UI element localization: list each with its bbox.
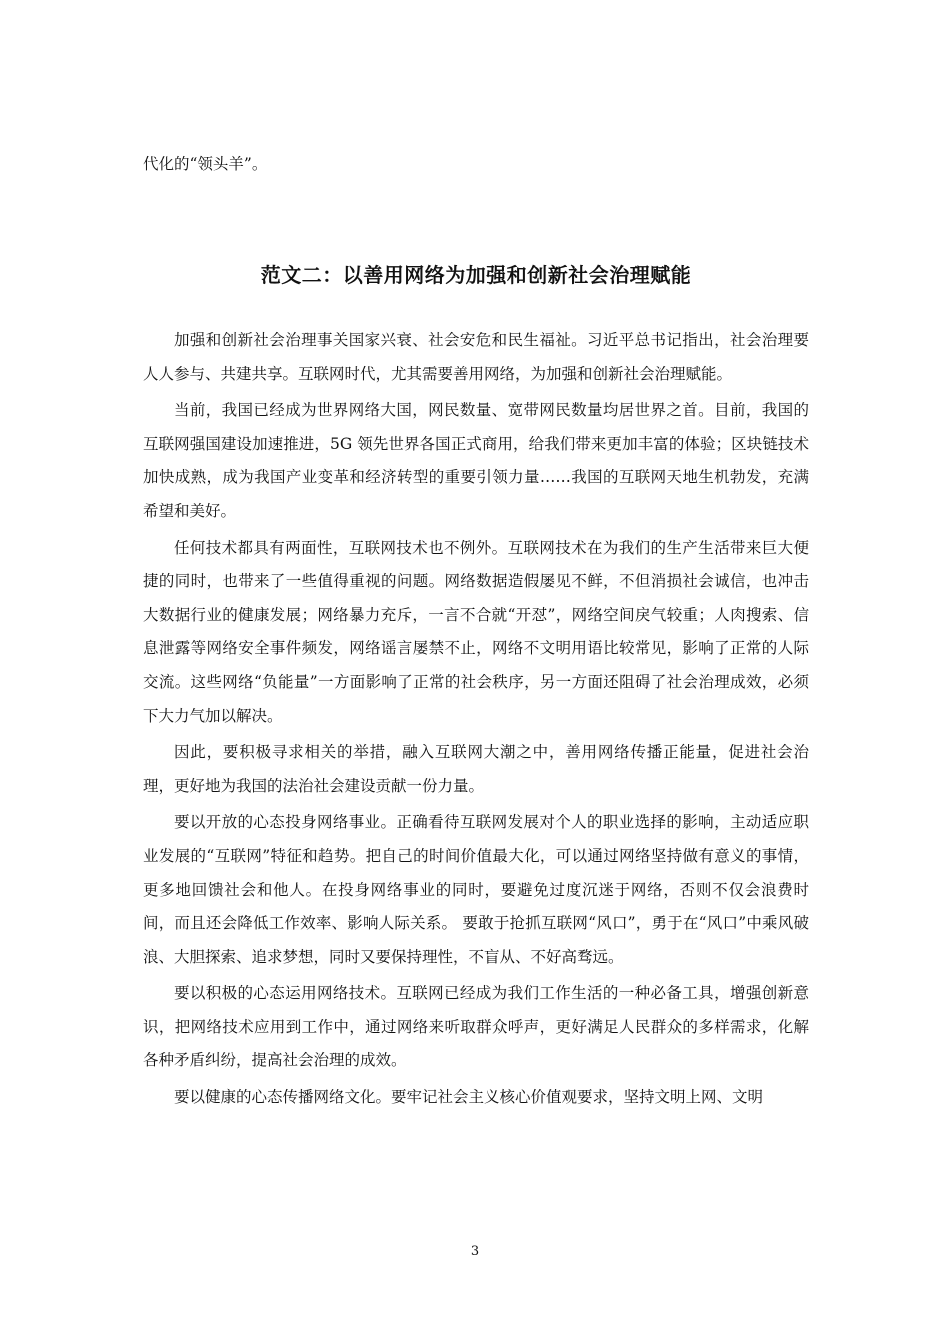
page-number: 3: [470, 1244, 480, 1259]
paragraph-3: 任何技术都具有两面性，互联网技术也不例外。互联网技术在为我们的生产生活带来巨大便捷的同时，也带来了一些值得重视的问题。网络数据造假屡见不鲜，不但消损社会诚信，也冲击大数据行业的健康发展；网络暴力充斥，一言不合就“开怼”，网络空间戾气较重；人肉搜索、信息泄露等网络安全事件频发，网络谣言屡禁不止，网络不文明用语比较常见，影响了正常的人际交流。这些网络“负能量”一方面影响了正常的社会秩序，另一方面还阻碍了社会治理成效，必须下大力气加以解决。: [143, 538, 809, 725]
paragraph-4: 因此，要积极寻求相关的举措，融入互联网大潮之中，善用网络传播正能量，促进社会治理，更好地为我国的法治社会建设贡献一份力量。: [143, 743, 809, 795]
essay-title: 范文二：以善用网络为加强和创新社会治理赋能: [260, 263, 692, 287]
document-body: [143, 148, 809, 1118]
paragraph-2: 当前，我国已经成为世界网络大国，网民数量、宽带网民数量均居世界之首。目前，我国的互联网强国建设加速推进，5G 领先世界各国正式商用，给我们带来更加丰富的体验；区块链技术加快成熟，成为我国产业变革和经济转型的重要引领力量……我国的互联网天地生机勃发，充满希望和美好。: [143, 401, 809, 520]
paragraph-6: 要以积极的心态运用网络技术。互联网已经成为我们工作生活的一种必备工具，增强创新意识，把网络技术应用到工作中，通过网络来听取群众呼声，更好满足人民群众的多样需求，化解各种矛盾纠纷，提高社会治理的成效。: [143, 984, 809, 1070]
paragraph-1: 加强和创新社会治理事关国家兴衰、社会安危和民生福祉。习近平总书记指出，社会治理要人人参与、共建共享。互联网时代，尤其需要善用网络，为加强和创新社会治理赋能。: [143, 331, 809, 383]
paragraph-5: 要以开放的心态投身网络事业。正确看待互联网发展对个人的职业选择的影响，主动适应职业发展的“互联网”特征和趋势。把自己的时间价值最大化，可以通过网络坚持做有意义的事情，更多地回馈社会和他人。在投身网络事业的同时，要避免过度沉迷于网络，否则不仅会浪费时间，而且还会降低工作效率、影响人际关系。 要敢于抢抓互联网“风口”，勇于在“风口”中乘风破浪、大胆探索、追求梦想，同时又要保持理性，不盲从、不好高骛远。: [143, 813, 809, 966]
paragraph-7: 要以健康的心态传播网络文化。要牢记社会主义核心价值观要求，坚持文明上网、文明: [174, 1088, 764, 1107]
continued-text: 代化的“领头羊”。: [143, 155, 268, 173]
